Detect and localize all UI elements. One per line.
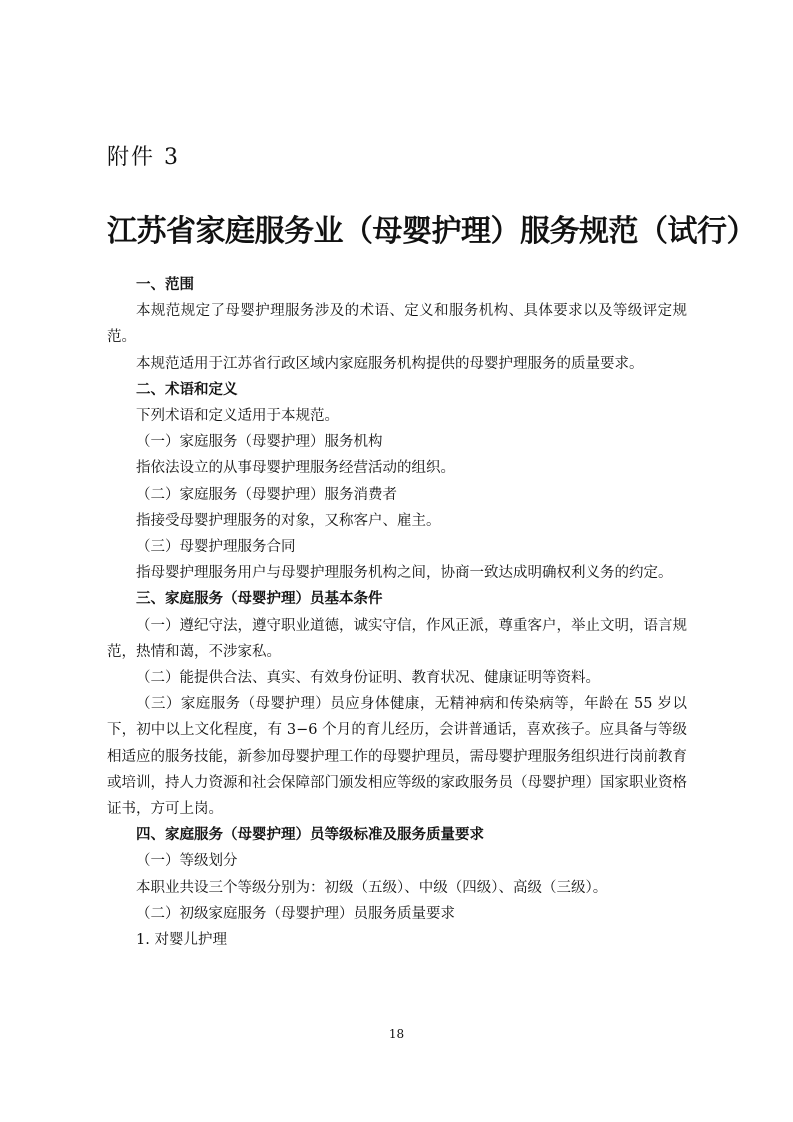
- document-body: [107, 272, 687, 953]
- paragraph: （二）家庭服务（母婴护理）服务消费者: [136, 486, 397, 503]
- document-title: 江苏省家庭服务业（母婴护理）服务规范（试行）: [107, 214, 756, 249]
- section-heading: 三、家庭服务（母婴护理）员基本条件: [136, 591, 383, 608]
- paragraph: 指母婴护理服务用户与母婴护理服务机构之间，协商一致达成明确权利义务的约定。: [136, 565, 673, 582]
- section-heading: 四、家庭服务（母婴护理）员等级标准及服务质量要求: [136, 827, 484, 844]
- attachment-label: 附件 3: [107, 145, 180, 170]
- paragraph: 本规范适用于江苏省行政区域内家庭服务机构提供的母婴护理服务的质量要求。: [136, 355, 644, 372]
- paragraph: （一）遵纪守法，遵守职业道德，诚实守信，作风正派，尊重客户，举止文明，语言规范，热情和蔼，不涉家私。: [107, 617, 687, 660]
- section-heading: 一、范围: [136, 277, 194, 293]
- paragraph: 本职业共设三个等级分别为：初级（五级）、中级（四级）、高级（三级）。: [136, 879, 608, 896]
- paragraph: 本规范规定了母婴护理服务涉及的术语、定义和服务机构、具体要求以及等级评定规范。: [107, 303, 687, 346]
- paragraph: （一）家庭服务（母婴护理）服务机构: [136, 434, 383, 451]
- paragraph: 1. 对婴儿护理: [136, 932, 227, 949]
- paragraph: （一）等级划分: [136, 853, 238, 870]
- paragraph: （三）母婴护理服务合同: [136, 539, 296, 556]
- paragraph: （二）能提供合法、真实、有效身份证明、教育状况、健康证明等资料。: [136, 670, 600, 687]
- paragraph: （二）初级家庭服务（母婴护理）员服务质量要求: [136, 905, 455, 922]
- paragraph: 指依法设立的从事母婴护理服务经营活动的组织。: [136, 460, 455, 477]
- section-heading: 二、术语和定义: [136, 381, 238, 398]
- paragraph: （三）家庭服务（母婴护理）员应身体健康，无精神病和传染病等，年龄在 55 岁以下，初中以上文化程度，有 3−6 个月的育儿经历，会讲普通话，喜欢孩子。应具备与等级相适应的服务技能，新参加母婴护理工作的母婴护理员，需母婴护理服务组织进行岗前教育或培训，持人力资源和社会保障部门颁发相应等级的家政服务员（母婴护理）国家职业资格证书，方可上岗。: [107, 696, 687, 818]
- page-number: 18: [388, 1027, 405, 1041]
- paragraph: 指接受母婴护理服务的对象，又称客户、雇主。: [136, 512, 441, 529]
- paragraph: 下列术语和定义适用于本规范。: [136, 408, 339, 425]
